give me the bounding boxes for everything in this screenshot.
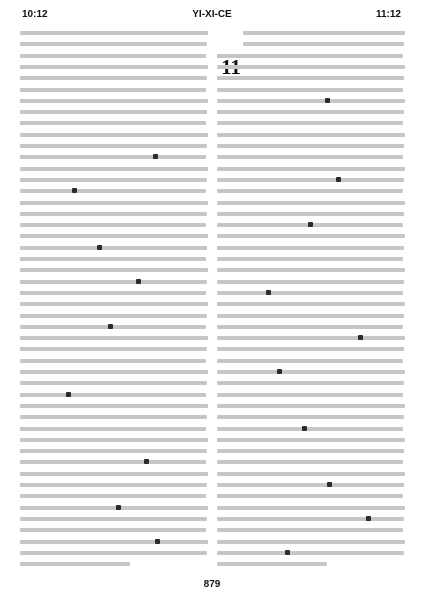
- text-line: [217, 506, 405, 510]
- text-line: [20, 42, 207, 46]
- text-line: [217, 314, 404, 318]
- text-line: [217, 178, 404, 182]
- text-line: [217, 99, 405, 103]
- text-line: [20, 494, 206, 498]
- text-line: [20, 133, 208, 137]
- verse-number-marker: [308, 222, 313, 227]
- left-text-column: [20, 27, 208, 571]
- verse-number-marker: [302, 426, 307, 431]
- text-line: [20, 415, 207, 419]
- text-line: [20, 517, 207, 521]
- text-line: [20, 325, 206, 329]
- text-line: [217, 370, 405, 374]
- text-line: [20, 528, 206, 532]
- text-line: [20, 302, 208, 306]
- verse-number-marker: [327, 482, 332, 487]
- text-line: [217, 528, 403, 532]
- text-line: [217, 415, 404, 419]
- page-number: 879: [203, 579, 221, 590]
- text-line: [20, 31, 208, 35]
- verse-number-marker: [116, 505, 121, 510]
- text-line: [217, 483, 404, 487]
- text-line: [217, 472, 405, 476]
- verse-number-marker: [144, 459, 149, 464]
- text-line: [217, 110, 404, 114]
- text-line: [217, 257, 403, 261]
- text-line: [20, 201, 208, 205]
- text-line: [217, 347, 404, 351]
- text-line: [217, 268, 405, 272]
- text-line: [217, 234, 405, 238]
- text-line: [20, 460, 206, 464]
- text-line: [20, 246, 207, 250]
- text-line: [217, 88, 403, 92]
- text-line: [217, 427, 403, 431]
- text-line: [20, 178, 207, 182]
- text-line: [20, 438, 208, 442]
- text-line: [20, 347, 207, 351]
- text-line: [217, 517, 404, 521]
- text-line: [20, 144, 207, 148]
- text-line: [217, 144, 404, 148]
- verse-number-marker: [336, 177, 341, 182]
- text-line: [217, 460, 403, 464]
- text-line: [217, 189, 403, 193]
- verse-number-marker: [66, 392, 71, 397]
- text-line: [217, 76, 404, 80]
- text-line: [217, 201, 405, 205]
- text-line: [20, 540, 208, 544]
- text-line: [20, 189, 206, 193]
- verse-number-marker: [153, 154, 158, 159]
- text-line: [20, 223, 206, 227]
- text-line: [217, 494, 403, 498]
- verse-number-marker: [285, 550, 290, 555]
- verse-number-marker: [266, 290, 271, 295]
- text-line: [217, 121, 403, 125]
- text-line: [20, 99, 208, 103]
- text-line: [20, 88, 206, 92]
- text-line: [243, 42, 404, 46]
- text-line: [217, 393, 403, 397]
- text-line: [243, 31, 405, 35]
- verse-number-marker: [72, 188, 77, 193]
- text-line: [217, 325, 403, 329]
- text-line: [217, 54, 403, 58]
- text-line: [20, 393, 206, 397]
- text-line: [20, 449, 207, 453]
- text-line: [217, 155, 403, 159]
- text-line: [217, 336, 405, 340]
- text-line: [217, 280, 404, 284]
- text-line: [20, 76, 207, 80]
- verse-number-marker: [155, 539, 160, 544]
- text-line: [20, 212, 207, 216]
- text-line: [20, 257, 206, 261]
- text-line: [20, 167, 208, 171]
- text-line: [217, 133, 405, 137]
- verse-number-marker: [97, 245, 102, 250]
- text-line: [217, 65, 405, 69]
- text-line: [20, 336, 208, 340]
- verse-number-marker: [358, 335, 363, 340]
- text-line: [20, 291, 206, 295]
- text-line: [20, 562, 130, 566]
- text-line: [20, 404, 208, 408]
- text-line: [20, 506, 208, 510]
- text-line: [20, 472, 208, 476]
- text-line: [20, 234, 208, 238]
- text-line: [217, 212, 404, 216]
- text-line: [20, 370, 208, 374]
- text-line: [20, 65, 208, 69]
- verse-number-marker: [366, 516, 371, 521]
- text-line: [217, 291, 403, 295]
- text-line: [217, 562, 327, 566]
- text-line: [20, 483, 207, 487]
- text-line: [20, 359, 206, 363]
- text-line: [20, 155, 206, 159]
- text-line: [217, 438, 405, 442]
- running-header-title: YI-XI-CE: [192, 9, 232, 20]
- text-line: [20, 121, 206, 125]
- running-header-right: 11:12: [375, 9, 401, 20]
- right-text-column: [217, 27, 405, 571]
- text-line: [217, 167, 405, 171]
- text-line: [217, 359, 403, 363]
- verse-number-marker: [277, 369, 282, 374]
- verse-number-marker: [136, 279, 141, 284]
- verse-number-marker: [325, 98, 330, 103]
- text-line: [20, 268, 208, 272]
- text-line: [217, 540, 405, 544]
- verse-number-marker: [108, 324, 113, 329]
- text-line: [20, 551, 207, 555]
- text-line: [217, 404, 405, 408]
- text-line: [20, 280, 207, 284]
- text-line: [217, 381, 404, 385]
- text-line: [20, 381, 207, 385]
- text-line: [217, 246, 404, 250]
- text-line: [217, 449, 404, 453]
- text-line: [20, 110, 207, 114]
- running-header-left: 10:12: [22, 9, 48, 20]
- text-line: [20, 54, 206, 58]
- text-line: [20, 314, 207, 318]
- text-line: [217, 551, 404, 555]
- text-line: [20, 427, 206, 431]
- text-line: [217, 302, 405, 306]
